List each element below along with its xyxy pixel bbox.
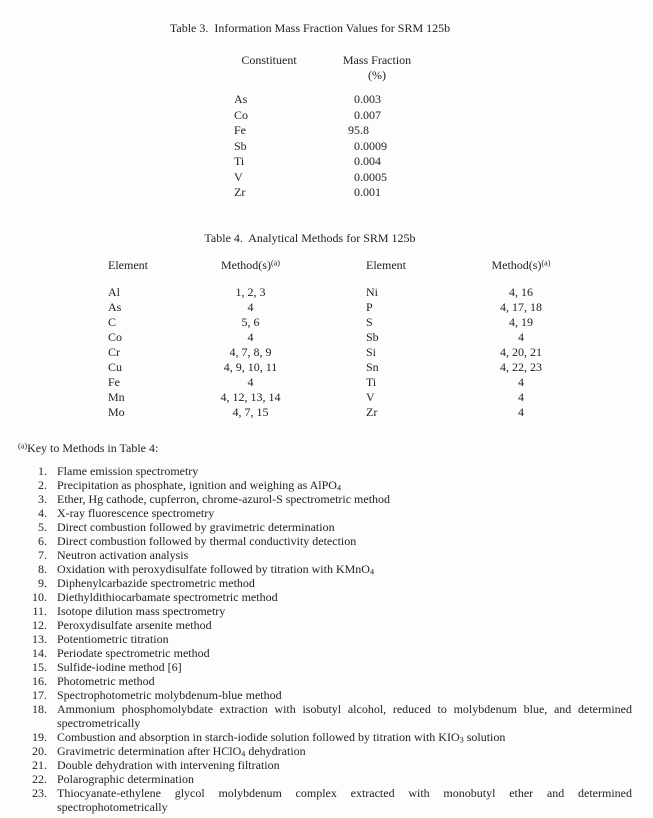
table-row	[108, 330, 601, 345]
table3-rows	[234, 92, 450, 201]
list-item-text: Direct combustion followed by thermal conductivity detection	[57, 534, 357, 548]
element-cell: P	[366, 300, 373, 314]
methods-cell: 4, 17, 18	[500, 300, 542, 314]
mass-fraction-cell	[304, 170, 450, 186]
element-cell: Ni	[366, 285, 378, 299]
value-integer-part: 0	[354, 138, 360, 153]
list-item-number: 8.	[38, 562, 47, 576]
table-row	[234, 108, 450, 124]
mass-fraction-cell	[304, 139, 450, 155]
value-integer-part: 0	[354, 107, 360, 122]
table3-col-header-constituent: Constituent	[241, 53, 297, 67]
list-item	[27, 646, 632, 660]
mass-fraction-cell	[304, 123, 450, 139]
list-item	[27, 688, 632, 702]
list-item	[27, 520, 632, 534]
element-cell: As	[108, 300, 122, 314]
mass-fraction-cell	[304, 108, 450, 124]
table4-col-header-element-2: Element	[366, 258, 406, 272]
mass-fraction-cell	[304, 92, 450, 108]
column-gap-cell	[318, 390, 366, 405]
list-item	[27, 492, 632, 506]
list-item	[27, 632, 632, 646]
element-cell: Al	[108, 285, 120, 299]
table-row	[108, 375, 601, 390]
value-integer-part: 0	[354, 154, 360, 168]
constituent-cell: Zr	[234, 185, 246, 199]
list-item-number: 18.	[32, 702, 47, 716]
list-item-number: 9.	[38, 576, 47, 590]
value-fraction-part: .004	[360, 154, 381, 168]
list-item-text: Sulfide-iodine method [6]	[57, 660, 182, 674]
table3	[234, 53, 450, 201]
list-item-text: Photometric method	[57, 674, 155, 688]
list-item-number: 1.	[38, 464, 47, 478]
list-item-number: 15.	[32, 660, 47, 674]
methods-cell: 5, 6	[241, 315, 260, 329]
list-item	[27, 702, 632, 730]
list-item	[27, 618, 632, 632]
value-integer-part: 0	[354, 185, 360, 199]
mass-fraction-cell	[304, 154, 450, 170]
methods-cell: 4, 12, 13, 14	[220, 390, 281, 404]
list-item-number: 12.	[32, 618, 47, 632]
element-cell: Sn	[366, 360, 379, 374]
table-row	[108, 345, 601, 360]
list-item-text: Flame emission spectrometry	[57, 464, 199, 478]
table-row	[234, 92, 450, 108]
element-cell: Zr	[366, 405, 378, 419]
table-row	[108, 360, 601, 375]
column-gap-cell	[318, 300, 366, 315]
list-item-text: Ammonium phosphomolybdate extraction with isobutyl alcohol, reduced to molybdenum blue, and determined spectrometrically	[57, 702, 632, 730]
list-item	[27, 604, 632, 618]
table4-col-header-methods-1: $Method(s)^{(a)}$	[220, 258, 281, 272]
table3-header-row	[234, 53, 450, 83]
list-item	[27, 590, 632, 604]
list-item-text: Diethyldithiocarbamate spectrometric method	[57, 590, 278, 604]
list-item-text: Gravimetric determination after HClO$_4$ dehydration	[57, 744, 306, 759]
value-fraction-part: .003	[360, 92, 381, 106]
list-item-number: 13.	[32, 632, 47, 646]
list-item-number: 16.	[32, 674, 47, 688]
value-fraction-part: .0005	[360, 169, 387, 184]
methods-cell: 4	[518, 405, 524, 419]
value-integer-part: 95	[348, 123, 360, 137]
list-item-text: Potentiometric titration	[57, 632, 169, 646]
element-cell: Fe	[108, 375, 120, 389]
list-item	[27, 576, 632, 590]
list-item	[27, 758, 632, 772]
value-fraction-part: .007	[360, 107, 381, 122]
table3-col-header-mass-fraction	[304, 53, 450, 83]
element-cell: Mn	[108, 390, 125, 404]
list-item-number: 4.	[38, 506, 47, 520]
element-cell: V	[366, 390, 375, 404]
list-item-number: 11.	[32, 604, 47, 618]
list-item	[27, 548, 632, 562]
table4-col-header-methods-2: $Method(s)^{(a)}$	[491, 258, 551, 272]
constituent-cell: V	[234, 169, 243, 184]
methods-cell: 4	[518, 330, 524, 344]
key-to-methods-label: $^{(a)}$Key to Methods in Table 4:	[18, 441, 159, 455]
value-fraction-part: .001	[360, 185, 381, 199]
list-item-number: 6.	[38, 534, 47, 548]
table-row	[108, 285, 601, 300]
table4-col-header-element-1: Element	[108, 258, 148, 272]
methods-cell: 4	[518, 375, 524, 389]
methods-cell: 4, 19	[509, 315, 533, 329]
element-cell: Ti	[366, 375, 377, 389]
list-item	[27, 506, 632, 520]
list-item	[27, 660, 632, 674]
constituent-cell: Fe	[234, 123, 246, 137]
value-integer-part: 0	[354, 169, 360, 184]
mass-fraction-header-line1: Mass Fraction	[342, 53, 412, 67]
list-item-text: Double dehydration with intervening filtration	[57, 758, 280, 772]
element-cell: Co	[108, 330, 123, 344]
list-item	[27, 562, 632, 576]
list-item	[27, 744, 632, 758]
table-row	[108, 315, 601, 330]
list-item-text: Neutron activation analysis	[57, 548, 189, 562]
value-fraction-part: .0009	[360, 138, 387, 153]
table-row	[234, 154, 450, 170]
element-cell: Cr	[108, 345, 120, 359]
list-item-text: Diphenylcarbazide spectrometric method	[57, 576, 255, 590]
value-fraction-part: .8	[360, 123, 369, 137]
constituent-cell: Ti	[234, 154, 245, 168]
methods-cell: 4, 7, 8, 9	[229, 345, 272, 359]
methods-cell: 4, 9, 10, 11	[223, 360, 278, 374]
table4	[108, 258, 601, 420]
list-item-text: Peroxydisulfate arsenite method	[57, 618, 212, 632]
list-item-text: X-ray fluorescence spectrometry	[57, 506, 215, 520]
table4-column-gap	[318, 258, 366, 273]
list-item-number: 5.	[38, 520, 47, 534]
element-cell: Si	[366, 345, 377, 359]
methods-cell: 4	[247, 375, 254, 389]
constituent-cell: Co	[234, 107, 249, 122]
column-gap-cell	[318, 330, 366, 345]
value-integer-part: 0	[354, 92, 360, 106]
column-gap-cell	[318, 345, 366, 360]
mass-fraction-cell	[304, 185, 450, 201]
list-item	[27, 772, 632, 786]
list-item	[27, 478, 632, 492]
list-item-number: 17.	[32, 688, 47, 702]
methods-cell: 4	[247, 300, 254, 314]
list-item	[27, 730, 632, 744]
column-gap-cell	[318, 285, 366, 300]
list-item-number: 10.	[32, 590, 47, 604]
methods-cell: 4, 20, 21	[500, 345, 542, 359]
list-item-number: 7.	[38, 548, 47, 562]
list-item-text: Direct combustion followed by gravimetric determination	[57, 520, 335, 534]
methods-cell: 4, 16	[509, 285, 533, 299]
list-item-text: Precipitation as phosphate, ignition and weighing as AlPO$_4$	[57, 478, 342, 493]
column-gap-cell	[318, 405, 366, 420]
table-row	[108, 300, 601, 315]
methods-cell: 4, 7, 15	[232, 405, 269, 419]
table-row	[108, 405, 601, 420]
list-item-number: 23.	[32, 786, 47, 800]
list-item-text: Periodate spectrometric method	[57, 646, 210, 660]
table-row	[234, 123, 450, 139]
element-cell: S	[366, 315, 373, 329]
constituent-cell: As	[234, 92, 248, 106]
list-item-text: Combustion and absorption in starch-iodide solution followed by titration with $KIO_3$ solution	[57, 730, 506, 745]
element-cell: Mo	[108, 405, 125, 419]
list-item-number: 3.	[38, 492, 47, 506]
table3-title: Table 3. Information Mass Fraction Values for SRM 125b	[169, 21, 451, 35]
table4-header-row	[108, 258, 601, 273]
list-item-text: Thiocyanate-ethylene glycol molybdenum complex extracted with monobutyl ether and determined spectrophotometrically	[57, 786, 632, 814]
list-item	[27, 674, 632, 688]
column-gap-cell	[318, 360, 366, 375]
list-item	[27, 534, 632, 548]
methods-key-list	[27, 464, 632, 814]
list-item-number: 22.	[32, 772, 47, 786]
methods-cell: 4	[518, 390, 524, 404]
table-row	[234, 139, 450, 155]
column-gap-cell	[318, 315, 366, 330]
list-item-text: Spectrophotometric molybdenum-blue method	[57, 688, 282, 702]
list-item-number: 19.	[32, 730, 47, 744]
list-item	[27, 786, 632, 814]
table-row	[234, 170, 450, 186]
column-gap-cell	[318, 375, 366, 390]
constituent-cell: Sb	[234, 138, 247, 153]
list-item-number: 2.	[38, 478, 47, 492]
list-item-text: Ether, Hg cathode, cupferron, chrome-azurol-S spectrometric method	[57, 492, 391, 506]
list-item-number: 20.	[32, 744, 47, 758]
list-item-number: 21.	[32, 758, 47, 772]
element-cell: C	[108, 315, 117, 329]
methods-cell: 1, 2, 3	[235, 285, 266, 299]
mass-fraction-unit: (%)	[368, 68, 386, 82]
list-item	[27, 464, 632, 478]
methods-cell: 4, 22, 23	[500, 360, 542, 374]
table-row	[108, 390, 601, 405]
list-item-number: 14.	[32, 646, 47, 660]
element-cell: Sb	[366, 330, 379, 344]
element-cell: Cu	[108, 360, 123, 374]
table4-rows	[108, 285, 601, 420]
table-row	[234, 185, 450, 201]
list-item-text: Isotope dilution mass spectrometry	[57, 604, 226, 618]
methods-cell: 4	[247, 330, 254, 344]
list-item-text: Polarographic determination	[57, 772, 194, 786]
table4-title: Table 4. Analytical Methods for SRM 125b	[204, 231, 416, 245]
list-item-text: Oxidation with peroxydisulfate followed by titration with KMnO$_4$	[57, 562, 375, 577]
